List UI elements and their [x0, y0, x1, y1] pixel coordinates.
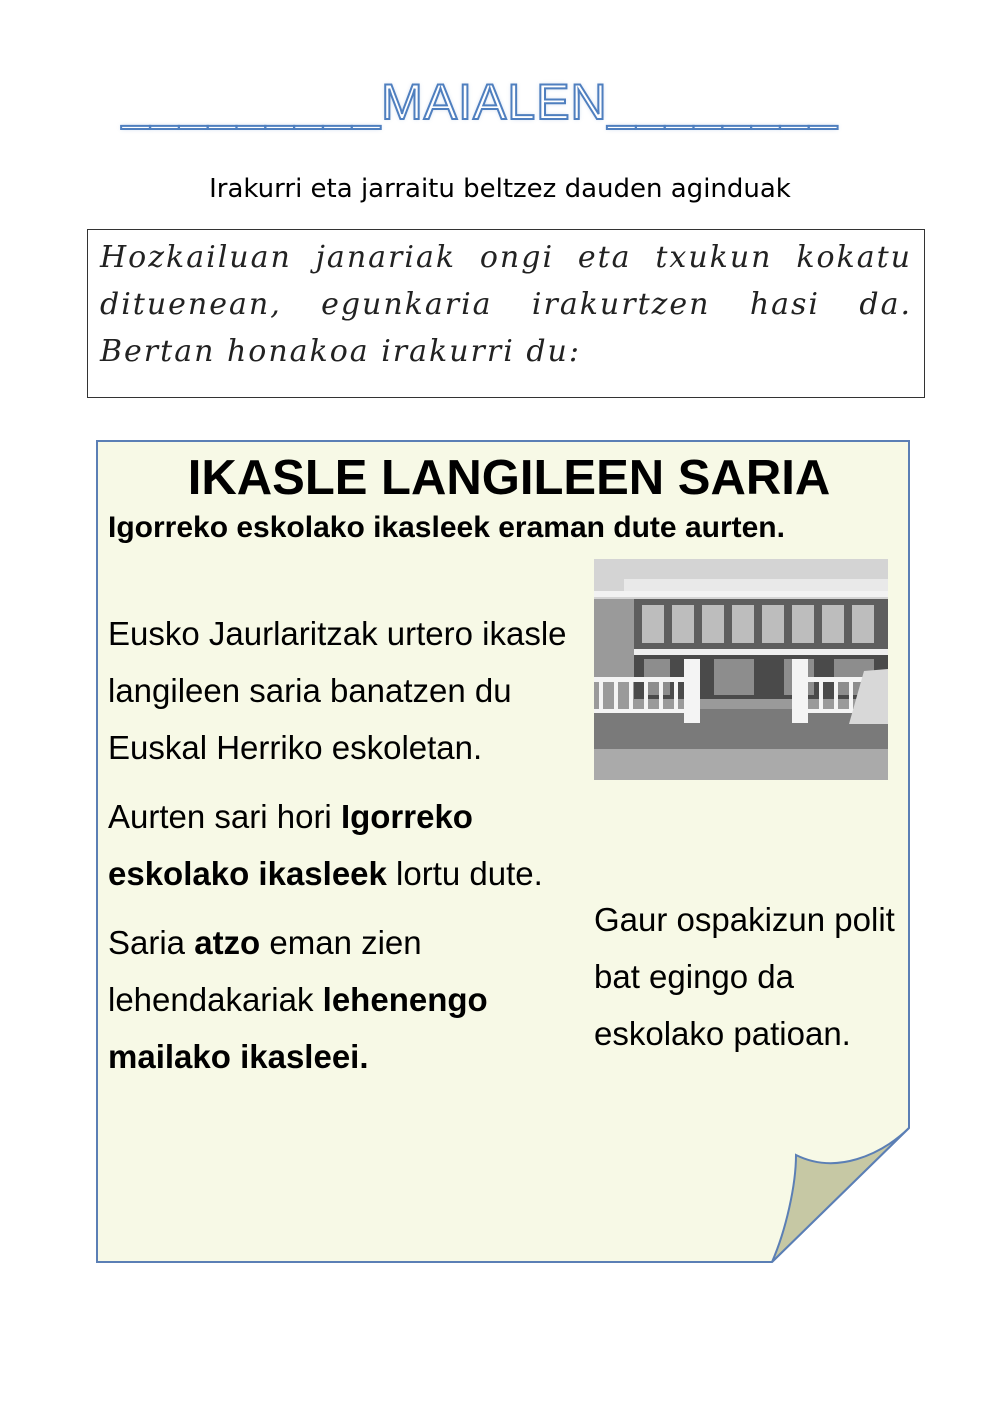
article-headline: IKASLE LANGILEEN SARIA [187, 451, 831, 505]
article-paragraph-2: Aurten sari hori Igorreko eskolako ikasleek lortu dute. [108, 798, 543, 892]
article-paragraph-1: Eusko Jaurlaritzak urtero ikasle langileen saria banatzen du Euskal Herriko eskoletan. [108, 615, 567, 766]
instruction-text: Irakurri eta jarraitu beltzez dauden aginduak [209, 174, 791, 204]
article-paragraph-3: Saria atzo eman zien lehendakariak lehenengo mailako ikasleei. [108, 924, 488, 1075]
story-text: Hozkailuan janariak ongi eta txukun kokatu dituenean, egunkaria irakurtzen hasi da. Bertan honakoa irakurri du: [100, 240, 912, 369]
article-left-column [108, 605, 568, 1097]
page-title: _________MAIALEN________ [121, 74, 839, 130]
article-subheadline: Igorreko eskolako ikasleek eraman dute aurten. [108, 511, 785, 544]
article-right-column [594, 891, 914, 1062]
school-photo [594, 559, 888, 780]
story-box [87, 229, 925, 398]
article-paragraph-4: Gaur ospakizun polit bat egingo da eskolako patioan. [594, 901, 895, 1052]
